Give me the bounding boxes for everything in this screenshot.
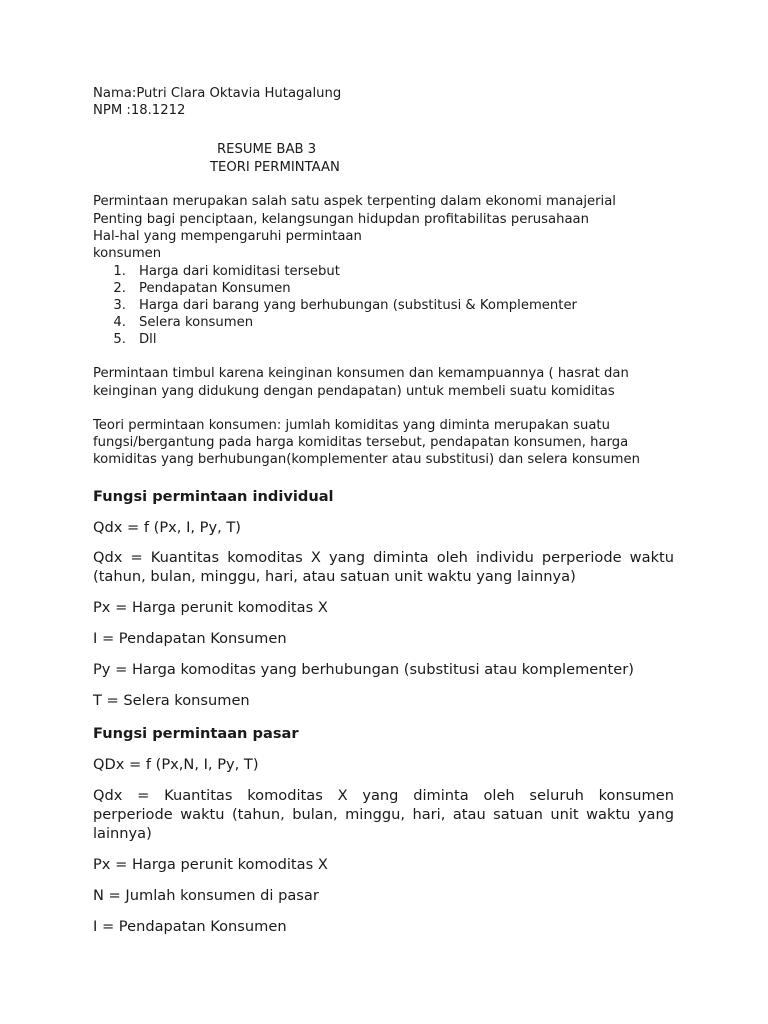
list-item-text: Harga dari barang yang berhubungan (substitusi & Komplementer [139, 298, 577, 313]
definition-px: Px = Harga perunit komoditas X [93, 599, 328, 616]
definition-qdx-line: Qdx = Kuantitas komoditas X yang diminta oleh seluruh konsumen [93, 787, 674, 804]
paragraph-line: Permintaan timbul karena keinginan konsumen dan kemampuannya ( hasrat dan [93, 366, 629, 381]
document-title-line1: RESUME BAB 3 [217, 142, 317, 157]
list-item-number: 3. [113, 298, 126, 313]
list-item-number: 2. [113, 281, 126, 296]
list-item-number: 1. [113, 264, 126, 279]
section-heading-individual: Fungsi permintaan individual [93, 488, 334, 505]
intro-line: konsumen [93, 246, 162, 261]
section-heading-market: Fungsi permintaan pasar [93, 725, 299, 742]
document-title-line2: TEORI PERMINTAAN [210, 160, 340, 175]
list-item-text: Harga dari komiditasi tersebut [139, 264, 340, 279]
definition-n: N = Jumlah konsumen di pasar [93, 887, 319, 904]
list-item-text: Dll [139, 332, 157, 347]
paragraph-line: fungsi/bergantung pada harga komiditas tersebut, pendapatan konsumen, harga [93, 435, 629, 450]
definition-i: I = Pendapatan Konsumen [93, 630, 287, 647]
intro-line: Penting bagi penciptaan, kelangsungan hidupdan profitabilitas perusahaan [93, 212, 589, 227]
paragraph-line: keinginan yang didukung dengan pendapatan) untuk membeli suatu komiditas [93, 384, 615, 399]
intro-line: Hal-hal yang mempengaruhi permintaan [93, 229, 362, 244]
paragraph-line: komiditas yang berhubungan(komplementer atau substitusi) dan selera konsumen [93, 452, 640, 467]
definition-qdx-line: perperiode waktu (tahun, bulan, minggu, hari, atau satuan unit waktu yang [93, 806, 674, 823]
list-item-number: 5. [113, 332, 126, 347]
definition-t: T = Selera konsumen [93, 692, 250, 709]
student-npm: NPM :18.1212 [93, 103, 186, 118]
paragraph-line: Teori permintaan konsumen: jumlah komiditas yang diminta merupakan suatu [93, 418, 610, 433]
intro-line: Permintaan merupakan salah satu aspek terpenting dalam ekonomi manajerial [93, 194, 616, 209]
list-item-number: 4. [113, 315, 126, 330]
definition-px: Px = Harga perunit komoditas X [93, 856, 328, 873]
definition-py: Py = Harga komoditas yang berhubungan (substitusi atau komplementer) [93, 661, 634, 678]
definition-i: I = Pendapatan Konsumen [93, 918, 287, 935]
definition-qdx-line: Qdx = Kuantitas komoditas X yang diminta oleh individu perperiode waktu [93, 549, 674, 566]
formula-market: QDx = f (Px,N, I, Py, T) [93, 756, 259, 773]
formula-individual: Qdx = f (Px, I, Py, T) [93, 519, 241, 536]
definition-qdx-line: lainnya) [93, 825, 152, 842]
list-item-text: Pendapatan Konsumen [139, 281, 291, 296]
student-name: Nama:Putri Clara Oktavia Hutagalung [93, 86, 342, 101]
definition-qdx-line: (tahun, bulan, minggu, hari, atau satuan unit waktu yang lainnya) [93, 568, 576, 585]
list-item-text: Selera konsumen [139, 315, 254, 330]
